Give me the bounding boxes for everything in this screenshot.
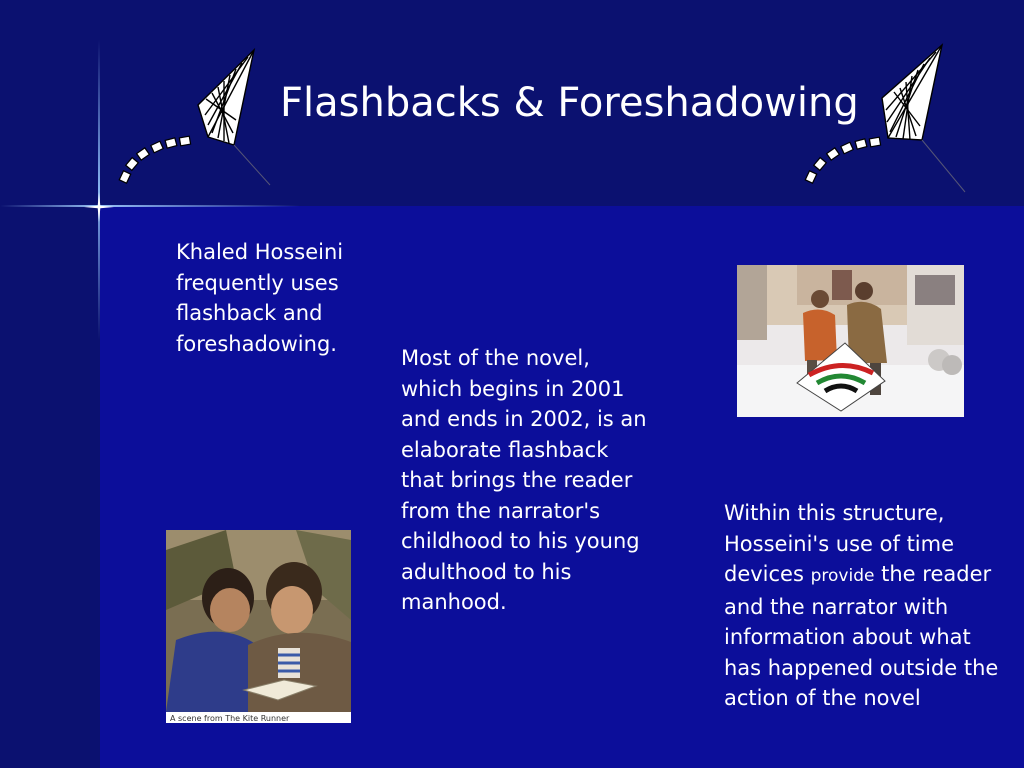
boys-reading-photo [166, 530, 351, 723]
paragraph-structure [724, 498, 1004, 714]
paragraph-flashback: Most of the novel, which begins in 2001 and ends in 2002, is an elaborate flashback that brings the reader from the narrator's childhood to his young adulthood to his manhood. [401, 346, 647, 614]
paragraph-intro: Khaled Hosseini frequently uses flashback and foreshadowing. [176, 240, 344, 356]
vertical-accent-line [98, 40, 100, 340]
paragraph-structure-start: Within this structure, Hosseini's use of time devices [724, 501, 955, 586]
left-band [0, 0, 100, 768]
kite-boys-photo [737, 265, 964, 417]
horizontal-accent-line [0, 205, 300, 207]
page-title: Flashbacks & Foreshadowing [280, 80, 859, 126]
paragraph-structure-provide: provide [810, 566, 875, 586]
kite-left-icon [110, 45, 280, 190]
kite-right-icon [790, 40, 970, 195]
photo-caption: A scene from The Kite Runner [170, 714, 290, 723]
sparkle-icon [84, 192, 114, 222]
paragraph-structure-end: the reader and the narrator with information about what has happened outside the action of the novel [724, 562, 999, 710]
